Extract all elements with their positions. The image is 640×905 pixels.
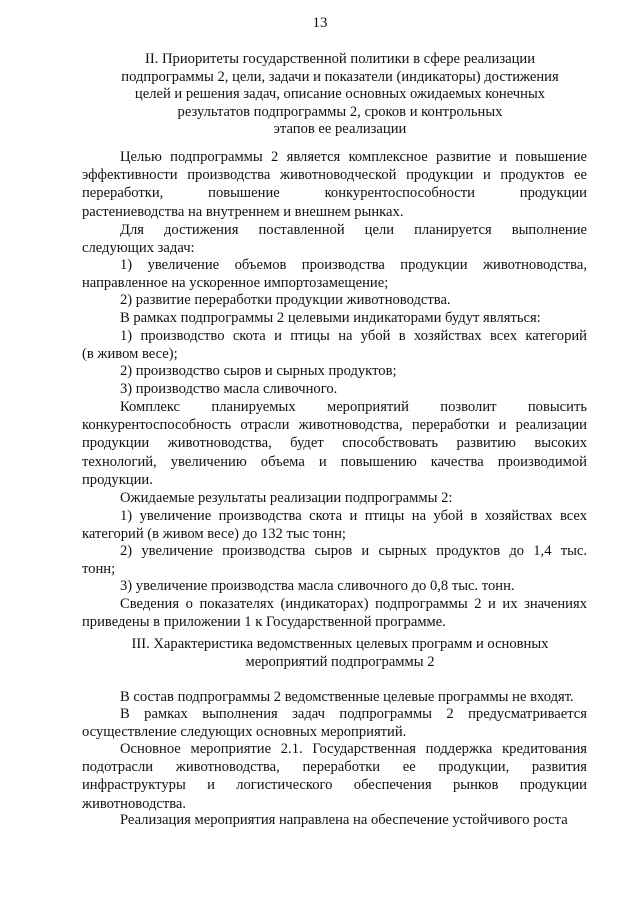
paragraph [82,507,587,543]
section-2-heading [90,51,590,139]
text-line: направленное на ускоренное импортозамещение; [82,275,389,292]
text-line: В рамках подпрограммы 2 целевыми индикаторами будут являться: [120,310,541,326]
paragraph [82,221,587,257]
paragraph [82,489,587,507]
text-line: 2) увеличение производства сыров и сырных продуктов до 1,4 тыс. [120,543,587,559]
text-line: 1) увеличение производства скота и птицы на убой в хозяйствах всех [120,508,587,524]
text-line: продукции. [82,471,153,488]
text-line: животноводства. [82,795,187,812]
paragraph [82,595,587,631]
heading-line: мероприятий подпрограммы 2 [245,653,435,670]
paragraph [82,688,587,706]
text-line: 1) производство скота и птицы на убой в хозяйствах всех категорий [120,328,587,344]
text-line: Сведения о показателях (индикаторах) подпрограммы 2 и их значениях [120,596,587,612]
text-line: категорий (в живом весе) до 132 тыс тонн; [82,526,346,543]
paragraph [82,740,587,813]
section-3-heading [90,636,590,671]
page-number: 13 [312,15,328,31]
heading-line: подпрограммы 2, цели, задачи и показатели (индикаторы) достижения [121,68,559,85]
text-line: Основное мероприятие 2.1. Государственная поддержка кредитования [120,741,587,757]
text-line: конкурентоспособность отрасли животноводства, переработки и реализации [82,417,587,434]
heading-line: результатов подпрограммы 2, сроков и контрольных [177,103,503,120]
paragraph [82,542,587,578]
text-line: 3) увеличение производства масла сливочного до 0,8 тыс. тонн. [120,578,515,594]
paragraph [82,309,587,327]
text-line: Комплекс планируемых мероприятий позволит повысить [120,399,587,415]
paragraph [82,256,587,292]
text-line: 2) развитие переработки продукции животноводства. [120,292,451,308]
heading-line: целей и решения задач, описание основных ожидаемых конечных [134,86,546,102]
paragraph [82,148,587,221]
text-line: растениеводства на внутреннем и внешнем рынках. [82,203,404,220]
text-line: подотрасли животноводства, переработки ее продукции, развития [82,759,587,776]
text-line: 2) производство сыров и сырных продуктов; [120,363,397,379]
paragraph [82,398,587,489]
text-line: Для достижения поставленной цели планируется выполнение [120,222,587,238]
paragraph [82,705,587,741]
text-line: тонн; [82,561,116,578]
text-line: Целью подпрограммы 2 является комплексное развитие и повышение [120,149,587,165]
text-line: переработки, повышение конкурентоспособности продукции [82,185,587,202]
text-line: эффективности производства животноводческой продукции и продуктов ее [82,167,587,184]
text-line: инфраструктуры и логистического обеспечения рынков продукции [82,777,587,794]
text-line: 1) увеличение объемов производства продукции животноводства, [120,257,587,273]
paragraph [82,577,587,595]
paragraph [82,327,587,363]
text-line: приведены в приложении 1 к Государственной программе. [82,614,446,631]
heading-line: II. Приоритеты государственной политики в сфере реализации [144,51,536,67]
paragraph [82,380,587,398]
text-line: Реализация мероприятия направлена на обеспечение устойчивого роста [120,812,568,828]
paragraph [82,811,587,829]
paragraph [82,362,587,380]
text-line: технологий, увеличению объема и повышению качества производимой [82,453,587,470]
text-line: В состав подпрограммы 2 ведомственные целевые программы не входят. [120,689,574,705]
heading-line: этапов ее реализации [273,121,407,137]
text-line: В рамках выполнения задач подпрограммы 2 предусматривается [120,706,587,722]
text-line: 3) производство масла сливочного. [120,381,338,397]
text-line: Ожидаемые результаты реализации подпрограммы 2: [120,490,453,506]
heading-line: III. Характеристика ведомственных целевых программ и основных [131,636,549,652]
text-line: (в живом весе); [82,346,178,363]
paragraph [82,291,587,309]
text-line: осуществление следующих основных мероприятий. [82,724,407,741]
text-line: следующих задач: [82,240,195,257]
text-line: продукции животноводства, будет способствовать развитию высоких [82,435,587,452]
